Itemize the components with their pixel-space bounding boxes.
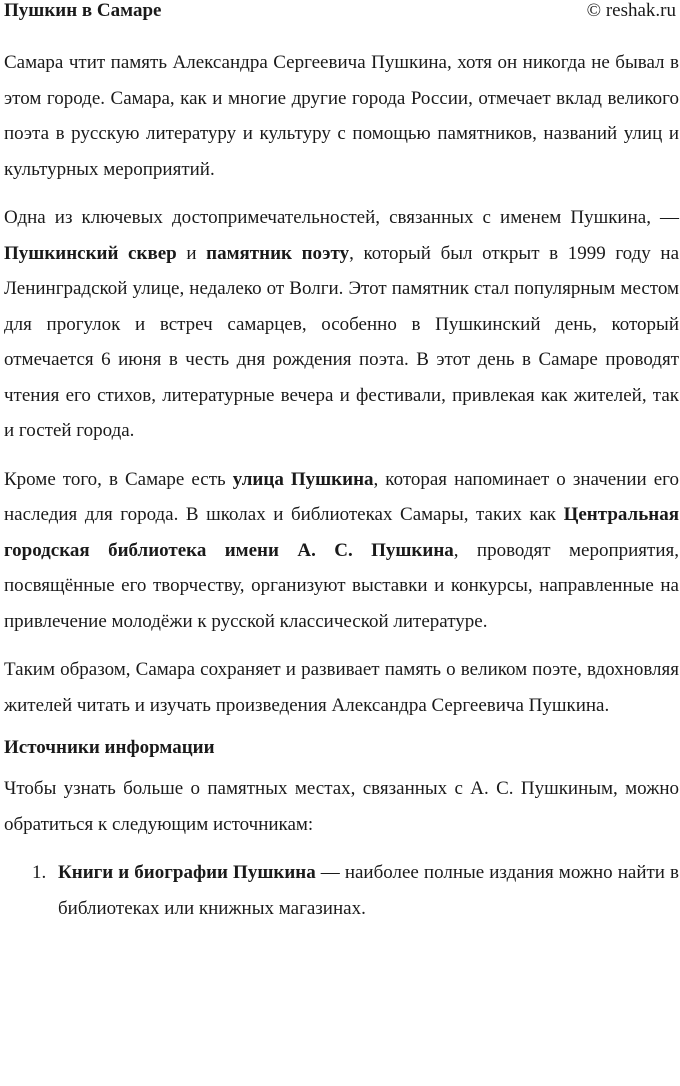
sources-list (4, 855, 679, 926)
copyright-notice: © reshak.ru (586, 0, 676, 21)
list-item-number: 1. (32, 862, 47, 883)
text-run: Кроме того, в Самаре есть (4, 468, 233, 490)
text-run: — наиболее полные издания можно найти в библиотеках или книжных магазинах. (58, 862, 679, 919)
sources-heading: Источники информации (4, 737, 215, 758)
text-run: , который был открыт в 1999 году на Ленинградской улице, недалеко от Волги. Этот памятник стал популярным местом для прогулок и встреч самарцев, особенно в Пушкинский день, который отмечается 6 июня в честь дня рождения поэта. В этот день в Самаре проводят чтения его стихов, литературные вечера и фестивали, привлекая как жителей, так и гостей города. (4, 242, 680, 441)
bold-text: Книги и биографии Пушкина (58, 862, 316, 883)
bold-text: улица Пушкина (232, 468, 374, 490)
paragraph (4, 45, 679, 187)
text-run: , проводят мероприятия, посвящённые его творчеству, организуют выставки и конкурсы, направленные на привлечение молодёжи к русской классической литературе. (4, 539, 679, 632)
text-run: Одна из ключевых достопримечательностей, связанных с именем Пушкина, — (4, 207, 679, 228)
page-title: Пушкин в Самаре (4, 0, 162, 21)
paragraph (4, 200, 679, 449)
bold-text: Центральная городская библиотека имени А. С. Пушкина (4, 504, 679, 561)
text-run: и (176, 242, 207, 264)
bold-text: памятник поэту (206, 242, 350, 264)
paragraph (4, 462, 679, 640)
paragraph (4, 652, 679, 723)
sources-intro: Чтобы узнать больше о памятных местах, связанных с А. С. Пушкиным, можно обратиться к следующим источникам: (4, 778, 679, 835)
page-header (4, 0, 676, 26)
text-run: , которая напоминает о значении его наследия для города. В школах и библиотеках Самары, таких как (4, 468, 679, 525)
list-item (4, 855, 679, 926)
list-item-text (58, 862, 679, 919)
text-run: Самара чтит память Александра Сергеевича Пушкина, хотя он никогда не бывал в этом городе. Самара, как и многие другие города России, отмечает вклад великого поэта в русскую литературу и культуру с помощью памятников, названий улиц и культурных мероприятий. (4, 52, 679, 180)
bold-text: Пушкинский сквер (4, 242, 177, 264)
text-run: Таким образом, Самара сохраняет и развивает память о великом поэте, вдохновляя жителей читать и изучать произведения Александра Сергеевича Пушкина. (4, 659, 679, 716)
document-body (4, 45, 679, 926)
